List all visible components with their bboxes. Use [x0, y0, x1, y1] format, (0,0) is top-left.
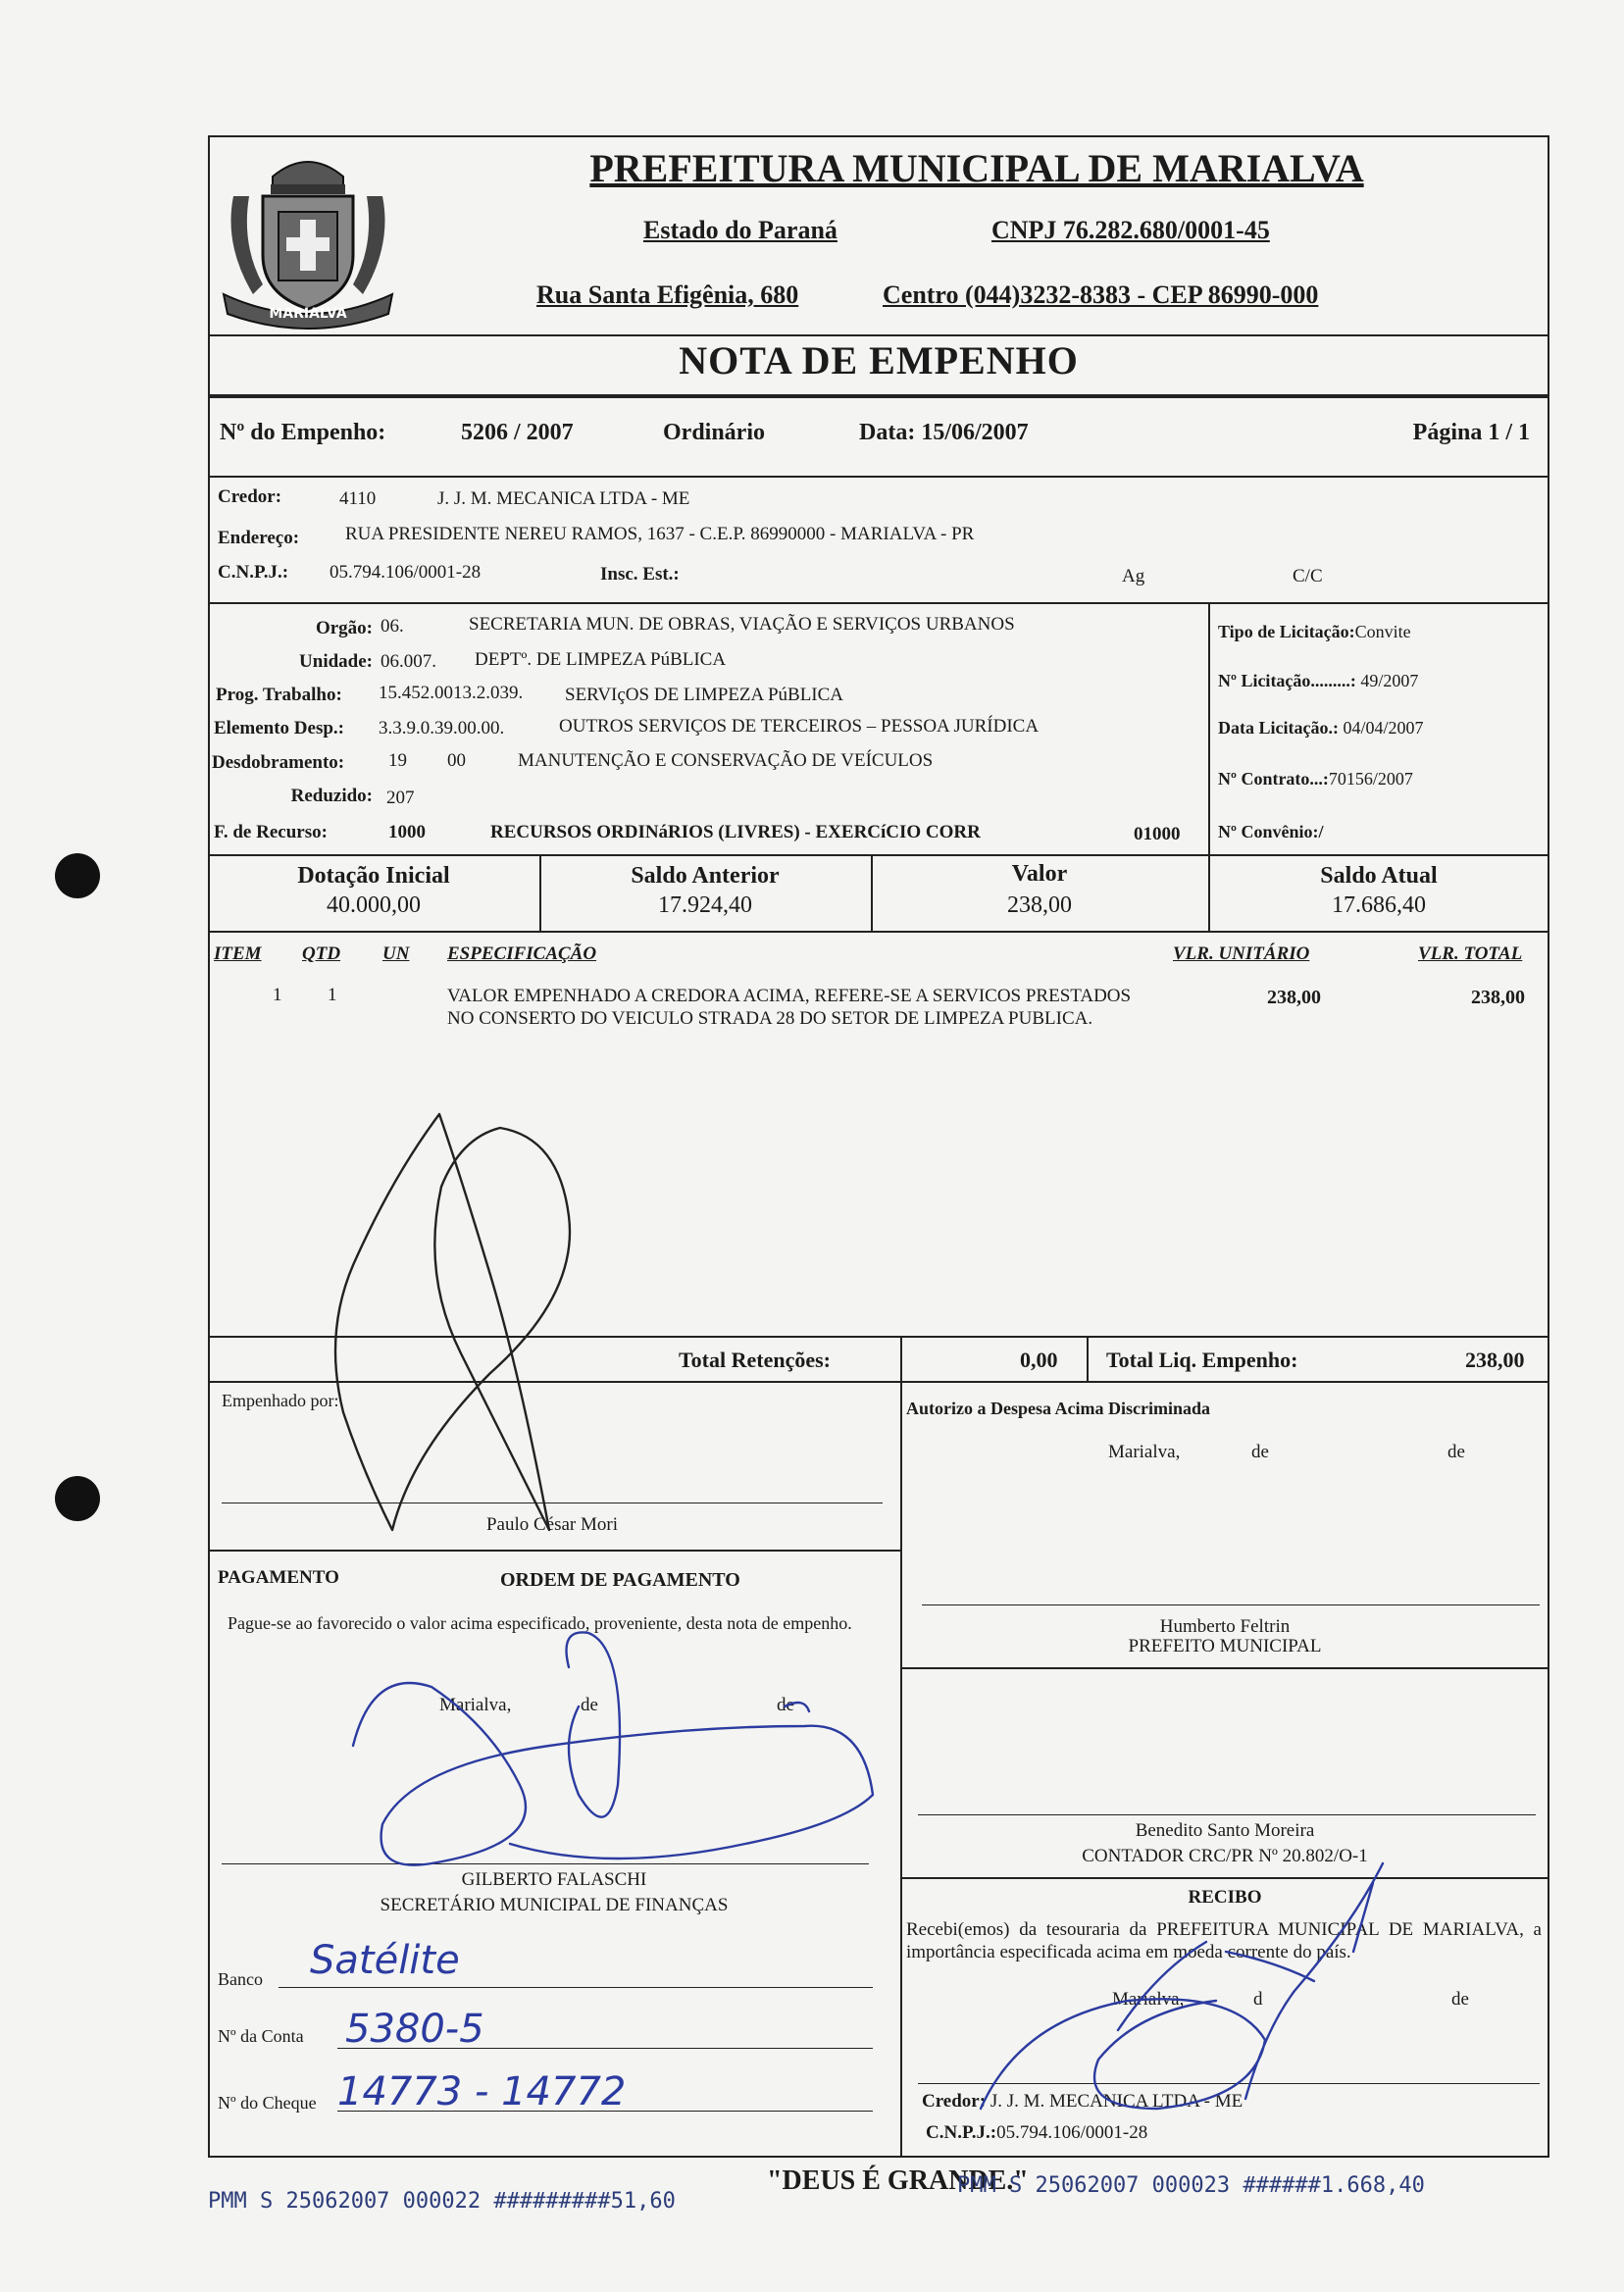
pagamento-label: PAGAMENTO: [218, 1567, 339, 1588]
saldo-anterior-value: 17.924,40: [658, 892, 752, 918]
pagamento-text: Pague-se ao favorecido o valor acima especificado, proveniente, desta nota de empenho.: [228, 1613, 852, 1633]
empenho-number: 5206 / 2007: [461, 420, 574, 445]
elemento-label: Elemento Desp.:: [214, 718, 344, 739]
unidade-code: 06.007.: [381, 651, 436, 672]
footer-motto: "DEUS É GRANDE.": [767, 2165, 1029, 2196]
accountant-title: CONTADOR CRC/PR Nº 20.802/O-1: [1082, 1846, 1368, 1866]
recibo-cnpj: C.N.P.J.:05.794.106/0001-28: [926, 2122, 1148, 2143]
desdobramento-code1: 19: [388, 750, 407, 771]
cc-label: C/C: [1293, 566, 1323, 586]
banco-value: Satélite: [310, 1938, 460, 1983]
autorizo-place: Marialva,: [1108, 1442, 1181, 1462]
recurso-name: RECURSOS ORDINáRIOS (LIVRES) - EXERCíCIO CORR: [490, 822, 981, 842]
item-total-value: 238,00: [1471, 987, 1525, 1008]
header-contact: Centro (044)3232-8383 - CEP 86990-000: [883, 280, 1319, 309]
item-spec: VALOR EMPENHADO A CREDORA ACIMA, REFERE-SE A SERVICOS PRESTADOS NO CONSERTO DO VEICULO STRADA 28 DO SETOR DE LIMPEZA PUBLICA.: [447, 986, 1132, 1029]
col-header-total: VLR. TOTAL: [1418, 943, 1523, 964]
item-qtd: 1: [328, 985, 337, 1005]
reduzido-code: 207: [386, 788, 415, 808]
credor-address: RUA PRESIDENTE NEREU RAMOS, 1637 - C.E.P. 86990000 - MARIALVA - PR: [345, 524, 975, 544]
col-header-qtd: QTD: [302, 943, 341, 964]
conta-value: 5380-5: [345, 2007, 484, 2052]
mayor-title: PREFEITO MUNICIPAL: [1128, 1636, 1322, 1656]
unidade-label: Unidade:: [299, 651, 373, 672]
dotacao-inicial-value: 40.000,00: [327, 892, 421, 918]
crest-banner-text: MARIALVA: [269, 306, 347, 322]
header-cnpj: CNPJ 76.282.680/0001-45: [991, 216, 1270, 244]
autorizo-de1: de: [1251, 1442, 1269, 1462]
banco-label: Banco: [218, 1969, 263, 1989]
empenhado-por-label: Empenhado por:: [222, 1391, 339, 1410]
elemento-name: OUTROS SERVIÇOS DE TERCEIROS – PESSOA JURÍDICA: [559, 716, 1040, 737]
document-title: NOTA DE EMPENHO: [679, 338, 1079, 382]
unidade-name: DEPTº. DE LIMPEZA PúBLICA: [475, 649, 727, 670]
signature-credor: [981, 1863, 1383, 2109]
saldo-anterior-label: Saldo Anterior: [631, 863, 780, 889]
credor-address-label: Endereço:: [218, 528, 300, 548]
autorizo-de2: de: [1447, 1442, 1465, 1462]
secretary-title: SECRETÁRIO MUNICIPAL DE FINANÇAS: [380, 1895, 729, 1915]
desdobramento-label: Desdobramento:: [212, 752, 345, 773]
total-retencoes-value: 0,00: [1020, 1348, 1058, 1372]
cashier-stamp-1: PMM S 25062007 000022 #########51,60: [208, 2189, 676, 2214]
credor-cnpj: 05.794.106/0001-28: [330, 562, 482, 583]
recurso-code2: 01000: [1134, 824, 1181, 844]
reduzido-label: Reduzido:: [290, 786, 373, 806]
col-header-unit: VLR. UNITÁRIO: [1173, 943, 1310, 964]
recibo-place: Marialva,: [1112, 1989, 1185, 2010]
tipo-licitacao: Tipo de Licitação:Convite: [1218, 622, 1411, 641]
empenho-type: Ordinário: [663, 420, 766, 445]
recibo-de1: d: [1253, 1989, 1263, 2010]
recibo-text: Recebi(emos) da tesouraria da PREFEITURA MUNICIPAL DE MARIALVA, a importância especificada acima em moeda corrente do país.: [906, 1919, 1542, 1962]
header-state: Estado do Paraná: [643, 216, 837, 244]
prog-trabalho-name: SERVIçOS DE LIMPEZA PúBLICA: [565, 685, 844, 705]
cashier-stamp-2: PMM S 25062007 000023 ######1.668,40: [957, 2173, 1425, 2198]
desdobramento-name: MANUTENÇÃO E CONSERVAÇÃO DE VEÍCULOS: [518, 750, 934, 771]
signature-secretary: [353, 1632, 873, 1864]
prog-trabalho-code: 15.452.0013.2.039.: [379, 683, 524, 703]
data-licitacao: Data Licitação.: 04/04/2007: [1218, 718, 1424, 738]
item-number: 1: [273, 985, 282, 1005]
saldo-atual-value: 17.686,40: [1332, 892, 1426, 918]
conta-label: Nº da Conta: [218, 2026, 304, 2046]
autorizo-title: Autorizo a Despesa Acima Discriminada: [906, 1399, 1210, 1418]
total-retencoes-label: Total Retenções:: [679, 1348, 831, 1372]
recurso-code: 1000: [388, 822, 426, 842]
credor-label: Credor:: [218, 486, 282, 507]
signature-empenhado: [335, 1114, 570, 1530]
numero-convenio: Nº Convênio:/: [1218, 822, 1324, 841]
dotacao-inicial-label: Dotação Inicial: [297, 863, 450, 889]
numero-contrato: Nº Contrato...:70156/2007: [1218, 769, 1413, 789]
cheque-value: 14773 - 14772: [337, 2069, 627, 2114]
mayor-name: Humberto Feltrin: [1159, 1616, 1291, 1637]
empenho-date: Data: 15/06/2007: [859, 420, 1029, 445]
item-unit-value: 238,00: [1267, 987, 1321, 1008]
orgao-name: SECRETARIA MUN. DE OBRAS, VIAÇÃO E SERVIÇOS URBANOS: [469, 614, 1015, 635]
saldo-atual-label: Saldo Atual: [1320, 863, 1438, 889]
accountant-name: Benedito Santo Moreira: [1135, 1820, 1315, 1841]
orgao-label: Orgão:: [315, 618, 373, 638]
header-address: Rua Santa Efigênia, 680: [536, 280, 799, 309]
total-liquido-value: 238,00: [1465, 1348, 1525, 1372]
credor-name: J. J. M. MECANICA LTDA - ME: [437, 488, 690, 509]
desdobramento-code2: 00: [447, 750, 466, 771]
credor-code: 4110: [339, 488, 377, 509]
recibo-de2: de: [1451, 1989, 1469, 2010]
empenho-number-label: Nº do Empenho:: [220, 420, 386, 445]
valor-value: 238,00: [1007, 892, 1072, 918]
page-number: Página 1 / 1: [1412, 420, 1530, 445]
pagamento-place: Marialva,: [439, 1695, 512, 1715]
col-header-spec: ESPECIFICAÇÃO: [447, 943, 597, 964]
recibo-credor: Credor: J. J. M. MECANICA LTDA - ME: [922, 2091, 1243, 2112]
page-title: PREFEITURA MUNICIPAL DE MARIALVA: [589, 146, 1364, 190]
numero-licitacao: Nº Licitação.........: 49/2007: [1218, 671, 1419, 690]
empenhado-por-name: Paulo César Mori: [485, 1514, 619, 1535]
secretary-name: GILBERTO FALASCHI: [461, 1869, 647, 1890]
recibo-title: RECIBO: [1188, 1887, 1262, 1908]
valor-label: Valor: [1011, 861, 1068, 887]
ag-label: Ag: [1122, 566, 1145, 586]
recurso-label: F. de Recurso:: [214, 822, 328, 842]
elemento-code: 3.3.9.0.39.00.00.: [379, 718, 505, 739]
pagamento-de2: de: [777, 1695, 794, 1715]
ordem-pagamento-title: ORDEM DE PAGAMENTO: [500, 1569, 740, 1591]
prog-trabalho-label: Prog. Trabalho:: [216, 685, 342, 705]
total-liquido-label: Total Liq. Empenho:: [1106, 1348, 1298, 1372]
col-header-item: ITEM: [214, 943, 262, 964]
credor-cnpj-label: C.N.P.J.:: [218, 562, 289, 583]
insc-est-label: Insc. Est.:: [600, 564, 680, 585]
pagamento-de1: de: [581, 1695, 598, 1715]
orgao-code: 06.: [381, 616, 404, 637]
cheque-label: Nº do Cheque: [218, 2093, 317, 2113]
col-header-un: UN: [382, 943, 410, 964]
